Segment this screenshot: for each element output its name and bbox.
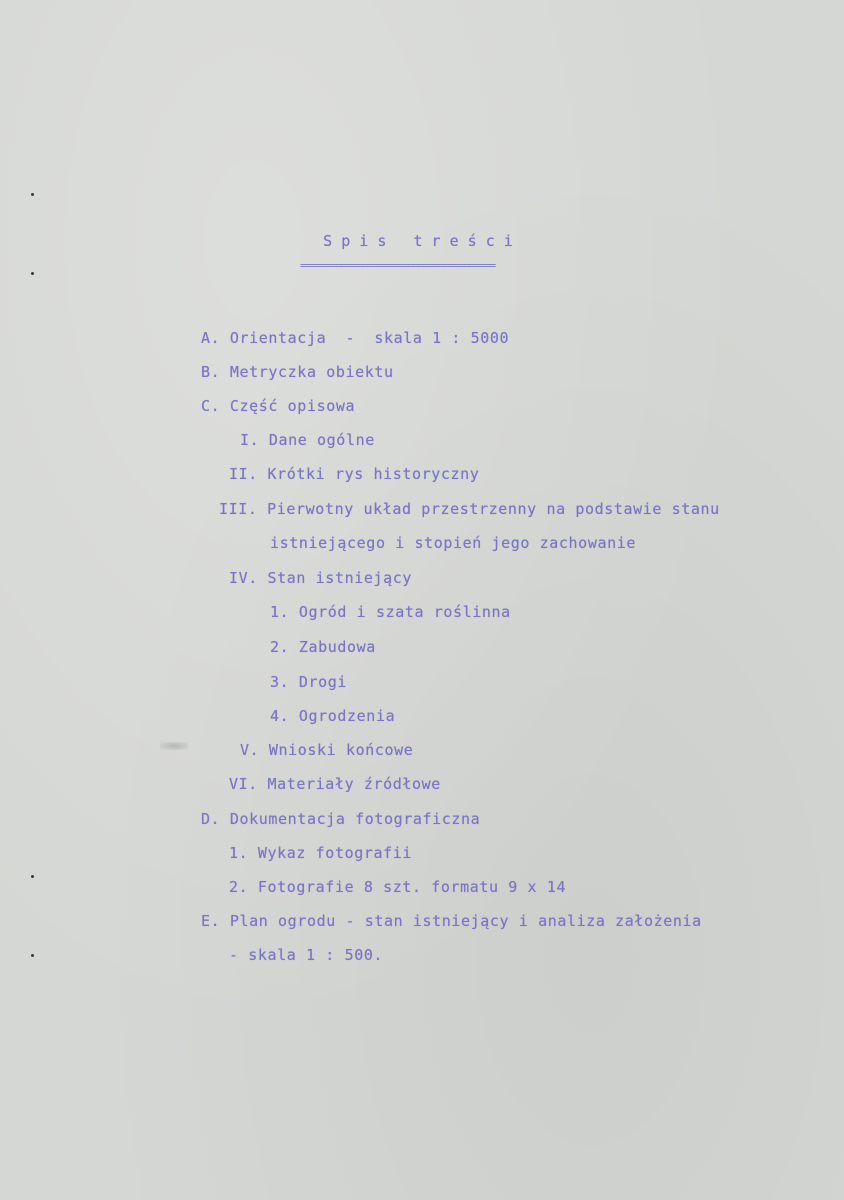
toc-entry-c: C. Część opisowa	[201, 397, 356, 415]
margin-mark	[31, 875, 34, 878]
toc-entry-c-ii: II. Krótki rys historyczny	[229, 465, 480, 483]
toc-entry-c-iii: III. Pierwotny układ przestrzenny na podstawie stanu	[219, 500, 720, 518]
toc-entry-c-iv: IV. Stan istniejący	[229, 569, 412, 587]
toc-entry-c-iv-4: 4. Ogrodzenia	[270, 707, 396, 725]
toc-entry-c-iv-2: 2. Zabudowa	[270, 638, 376, 656]
toc-entry-b: B. Metryczka obiektu	[201, 363, 394, 381]
margin-mark	[31, 272, 34, 275]
page-title: S p i s t r e ś c i	[323, 232, 513, 250]
toc-entry-c-i: I. Dane ogólne	[240, 431, 375, 449]
toc-entry-d-2: 2. Fotografie 8 szt. formatu 9 x 14	[229, 878, 567, 896]
toc-entry-d-1: 1. Wykaz fotografii	[229, 844, 412, 862]
toc-entry-c-vi: VI. Materiały źródłowe	[229, 775, 441, 793]
toc-entry-c-v: V. Wnioski końcowe	[240, 741, 414, 759]
title-underline: ======================================	[300, 259, 495, 271]
paper-smudge	[160, 742, 188, 750]
toc-entry-c-iv-1: 1. Ogród i szata roślinna	[270, 603, 511, 621]
toc-entry-e-continued: - skala 1 : 500.	[229, 946, 384, 964]
toc-entry-c-iv-3: 3. Drogi	[270, 673, 348, 691]
toc-entry-a: A. Orientacja - skala 1 : 5000	[201, 329, 510, 347]
margin-mark	[31, 193, 34, 196]
margin-mark	[31, 954, 34, 957]
toc-entry-e: E. Plan ogrodu - stan istniejący i analiza założenia	[201, 912, 702, 930]
toc-entry-d: D. Dokumentacja fotograficzna	[201, 810, 481, 828]
toc-entry-c-iii-continued: istniejącego i stopień jego zachowanie	[270, 534, 636, 552]
